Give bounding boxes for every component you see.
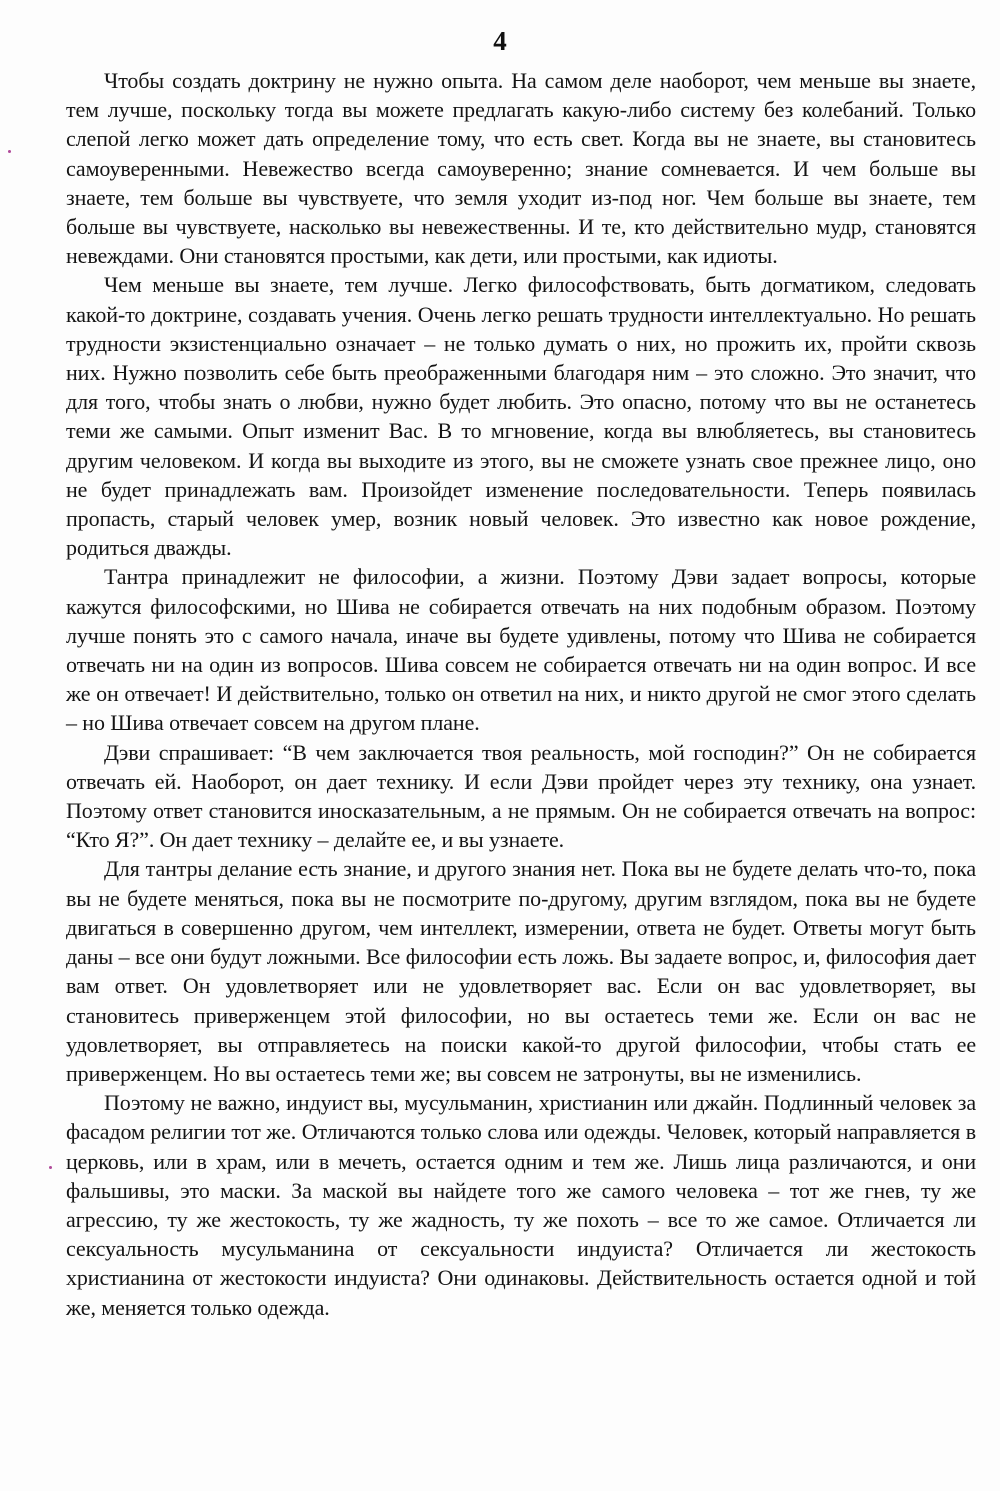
paragraph-1: Чтобы создать доктрину не нужно опыта. На самом деле наоборот, чем меньше вы знаете, тем лучше, поскольку тогда вы можете предлагать какую-либо систему без колебаний. Только слепой легко может дать определение тому, что есть свет. Когда вы не знаете, вы становитесь самоуверенными. Невежество всегда самоуверенно; знание сомневается. И чем больше вы знаете, тем больше вы чувствуете, что земля уходит из-под ног. Чем больше вы знаете, тем больше вы чувствуете, насколько вы невежественны. И те, кто действительно мудр, становятся невеждами. Они становятся простыми, как дети, или простыми, как идиоты. (66, 68, 976, 269)
body-text (66, 66, 976, 1322)
page-number: 4 (493, 26, 507, 56)
paragraph-4: Дэви спрашивает: “В чем заключается твоя реальность, мой господин?” Он не собирается отвечать ей. Наоборот, он дает технику. И если Дэви пройдет через эту технику, она узнает. Поэтому ответ становится иносказательным, а не прямым. Он не собирается отвечать на вопрос: “Кто Я?”. Он дает технику – делайте ее, и вы узнаете. (66, 739, 976, 853)
paragraph-6: Поэтому не важно, индуист вы, мусульманин, христианин или джайн. Подлинный человек за фасадом религии тот же. Отличаются только слова или одежды. Человек, который направляется в церковь, или в храм, или в мечеть, остается одним и тем же. Лишь лица различаются, и они фальшивы, это маски. За маской вы найдете того же самого человека – тот же гнев, ту же агрессию, ту же жестокость, ту же жадность, ту же похоть – все то же самое. Отличается ли сексуальность мусульманина от сексуальности индуиста? Отличается ли жестокость христианина от жестокости индуиста? Они одинаковы. Действительность остается одной и той же, меняется только одежда. (66, 1090, 976, 1320)
scan-speck (8, 150, 11, 153)
paragraph-5: Для тантры делание есть знание, и другого знания нет. Пока вы не будете делать что-то, пока вы не будете меняться, пока вы не посмотрите по-другому, другим взглядом, пока вы не будете двигаться в совершенно другом, чем интеллект, измерении, ответа не будет. Ответы могут быть даны – все они будут ложными. Все философии есть ложь. Вы задаете вопрос, и, философия дает вам ответ. Он удовлетворяет или не удовлетворяет вас. Если он вас удовлетворяет, вы становитесь приверженцем этой философии, но вы остаетесь теми же. Если он вас не удовлетворяет, вы отправляетесь на поиски какой-то другой философии, чтобы стать ее приверженцем. Но вы остаетесь теми же; вы совсем не затронуты, вы не изменились. (66, 856, 976, 1086)
paragraph-2: Чем меньше вы знаете, тем лучше. Легко философствовать, быть догматиком, следовать какой-то доктрине, создавать учения. Очень легко решать трудности интеллектуально. Но решать трудности экзистенциально означает – не только думать о них, но прожить их, пройти сквозь них. Нужно позволить себе быть преображенными благодаря ним – это сложно. Это значит, что для того, чтобы знать о любви, нужно будет любить. Это опасно, потому что вы не останетесь теми же самыми. Опыт изменит Вас. В то мгновение, когда вы влюбляетесь, вы становитесь другим человеком. И когда вы выходите из этого, вы не сможете узнать свое прежнее лицо, оно не будет принадлежать вам. Произойдет изменение последовательности. Теперь появилась пропасть, старый человек умер, возник новый человек. Это известно как новое рождение, родиться дважды. (66, 272, 976, 561)
scan-speck (49, 1166, 52, 1169)
paragraph-3: Тантра принадлежит не философии, а жизни. Поэтому Дэви задает вопросы, которые кажутся философскими, но Шива не собирается отвечать на них подобным образом. Поэтому лучше понять это с самого начала, иначе вы будете удивлены, потому что Шива не собирается отвечать ни на один из вопросов. Шива совсем не собирается отвечать ни на один вопрос. И все же он отвечает! И действительно, только он ответил на них, и никто другой не смог этого сделать – но Шива отвечает совсем на другом плане. (66, 564, 976, 736)
